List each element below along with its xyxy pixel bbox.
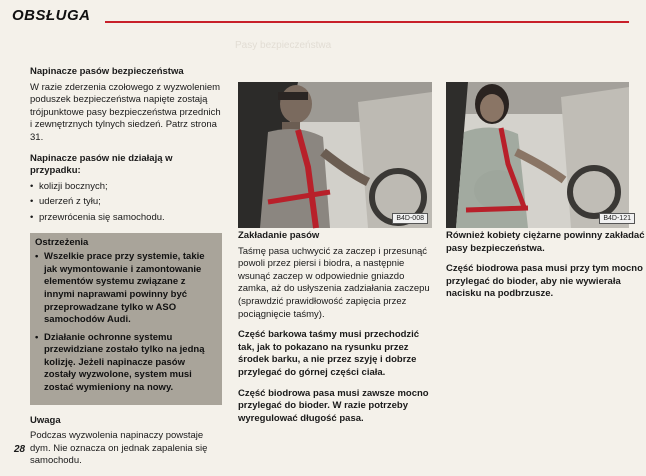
warning-box	[30, 233, 222, 405]
header-rule	[105, 21, 629, 23]
note-body: Podczas wyzwolenia napinaczy powstaje dym. Nie oznacza on jednak zapalenia się samochodu.	[30, 430, 208, 467]
photo-man-seatbelt	[238, 82, 432, 228]
photo-pregnant-woman-seatbelt	[446, 82, 629, 228]
warning-item: • Działanie ochronne systemu przewidziane zostało tylko na jedną kolizję. Jeżeli napinacze pasów zostały wyzwolone, system musi zostać wymieniony na nowy.	[35, 332, 217, 395]
image-code: B4D-008	[392, 213, 428, 224]
bleed-through-text: Pasy bezpieczeństwa	[235, 40, 332, 51]
tensioners-body: W razie zderzenia czołowego z wyzwoleniem poduszek bezpieczeństwa napięte zostają trójpunktowe pasy bezpieczeństwa przednich i zewnętrznych tylnych siedzeń. Patrz strona 31.	[30, 81, 221, 143]
pregnant-woman-illustration	[446, 82, 629, 228]
pregnant-text: Również kobiety ciężarne powinny zakładać pasy bezpieczeństwa.	[446, 230, 645, 254]
fastening-heading: Zakładanie pasów	[238, 230, 320, 241]
section-title: OBSŁUGA	[12, 7, 91, 24]
right-column	[446, 230, 645, 309]
left-column	[30, 66, 222, 476]
middle-column	[238, 230, 432, 433]
shoulder-belt-text: Część barkowa taśmy musi przechodzić tak, jak to pokazano na rysunku przez środek barku, a nie przez szyję i dobrze przylegać do górnej części ciała.	[238, 329, 420, 378]
lap-belt-text: Część biodrowa pasa musi zawsze mocno przylegać do bioder. W razie potrzeby wyregulować długość pasa.	[238, 387, 429, 424]
not-working-heading: Napinacze pasów nie działają w przypadku:	[30, 152, 173, 177]
warning-item: • Wszelkie prace przy systemie, takie jak wymontowanie i zamontowanie elementów systemu związane z innymi naprawami powinny być przeprowadzane tylko w ASO samochodów Audi.	[35, 251, 217, 327]
pregnant-lap-text: Część biodrowa pasa musi przy tym mocno przylegać do bioder, aby nie wywierała nacisku na podbrzusze.	[446, 263, 643, 300]
bullet-side-collision: • kolizji bocznych;	[30, 181, 222, 194]
man-seatbelt-illustration	[238, 82, 432, 228]
note-heading: Uwaga	[30, 414, 61, 426]
fastening-body: Taśmę pasa uchwycić za zaczep i przesunąć powoli przez piersi i biodra, a następnie wsunąć zaczep w odpowiednie gniazdo zamka, aż do usłyszenia zadziałania zaczepu (sprawdzić prawidłowość zapięcia przez pociągnięcie taśmy).	[238, 245, 430, 320]
page-number: 28	[14, 444, 26, 455]
bullet-rollover: • przewrócenia się samochodu.	[30, 212, 222, 225]
bullet-rear-impact: • uderzeń z tyłu;	[30, 196, 222, 209]
warning-title: Ostrzeżenia	[35, 236, 89, 248]
tensioners-heading: Napinacze pasów bezpieczeństwa	[30, 66, 184, 77]
image-code: B4D-121	[599, 213, 635, 224]
